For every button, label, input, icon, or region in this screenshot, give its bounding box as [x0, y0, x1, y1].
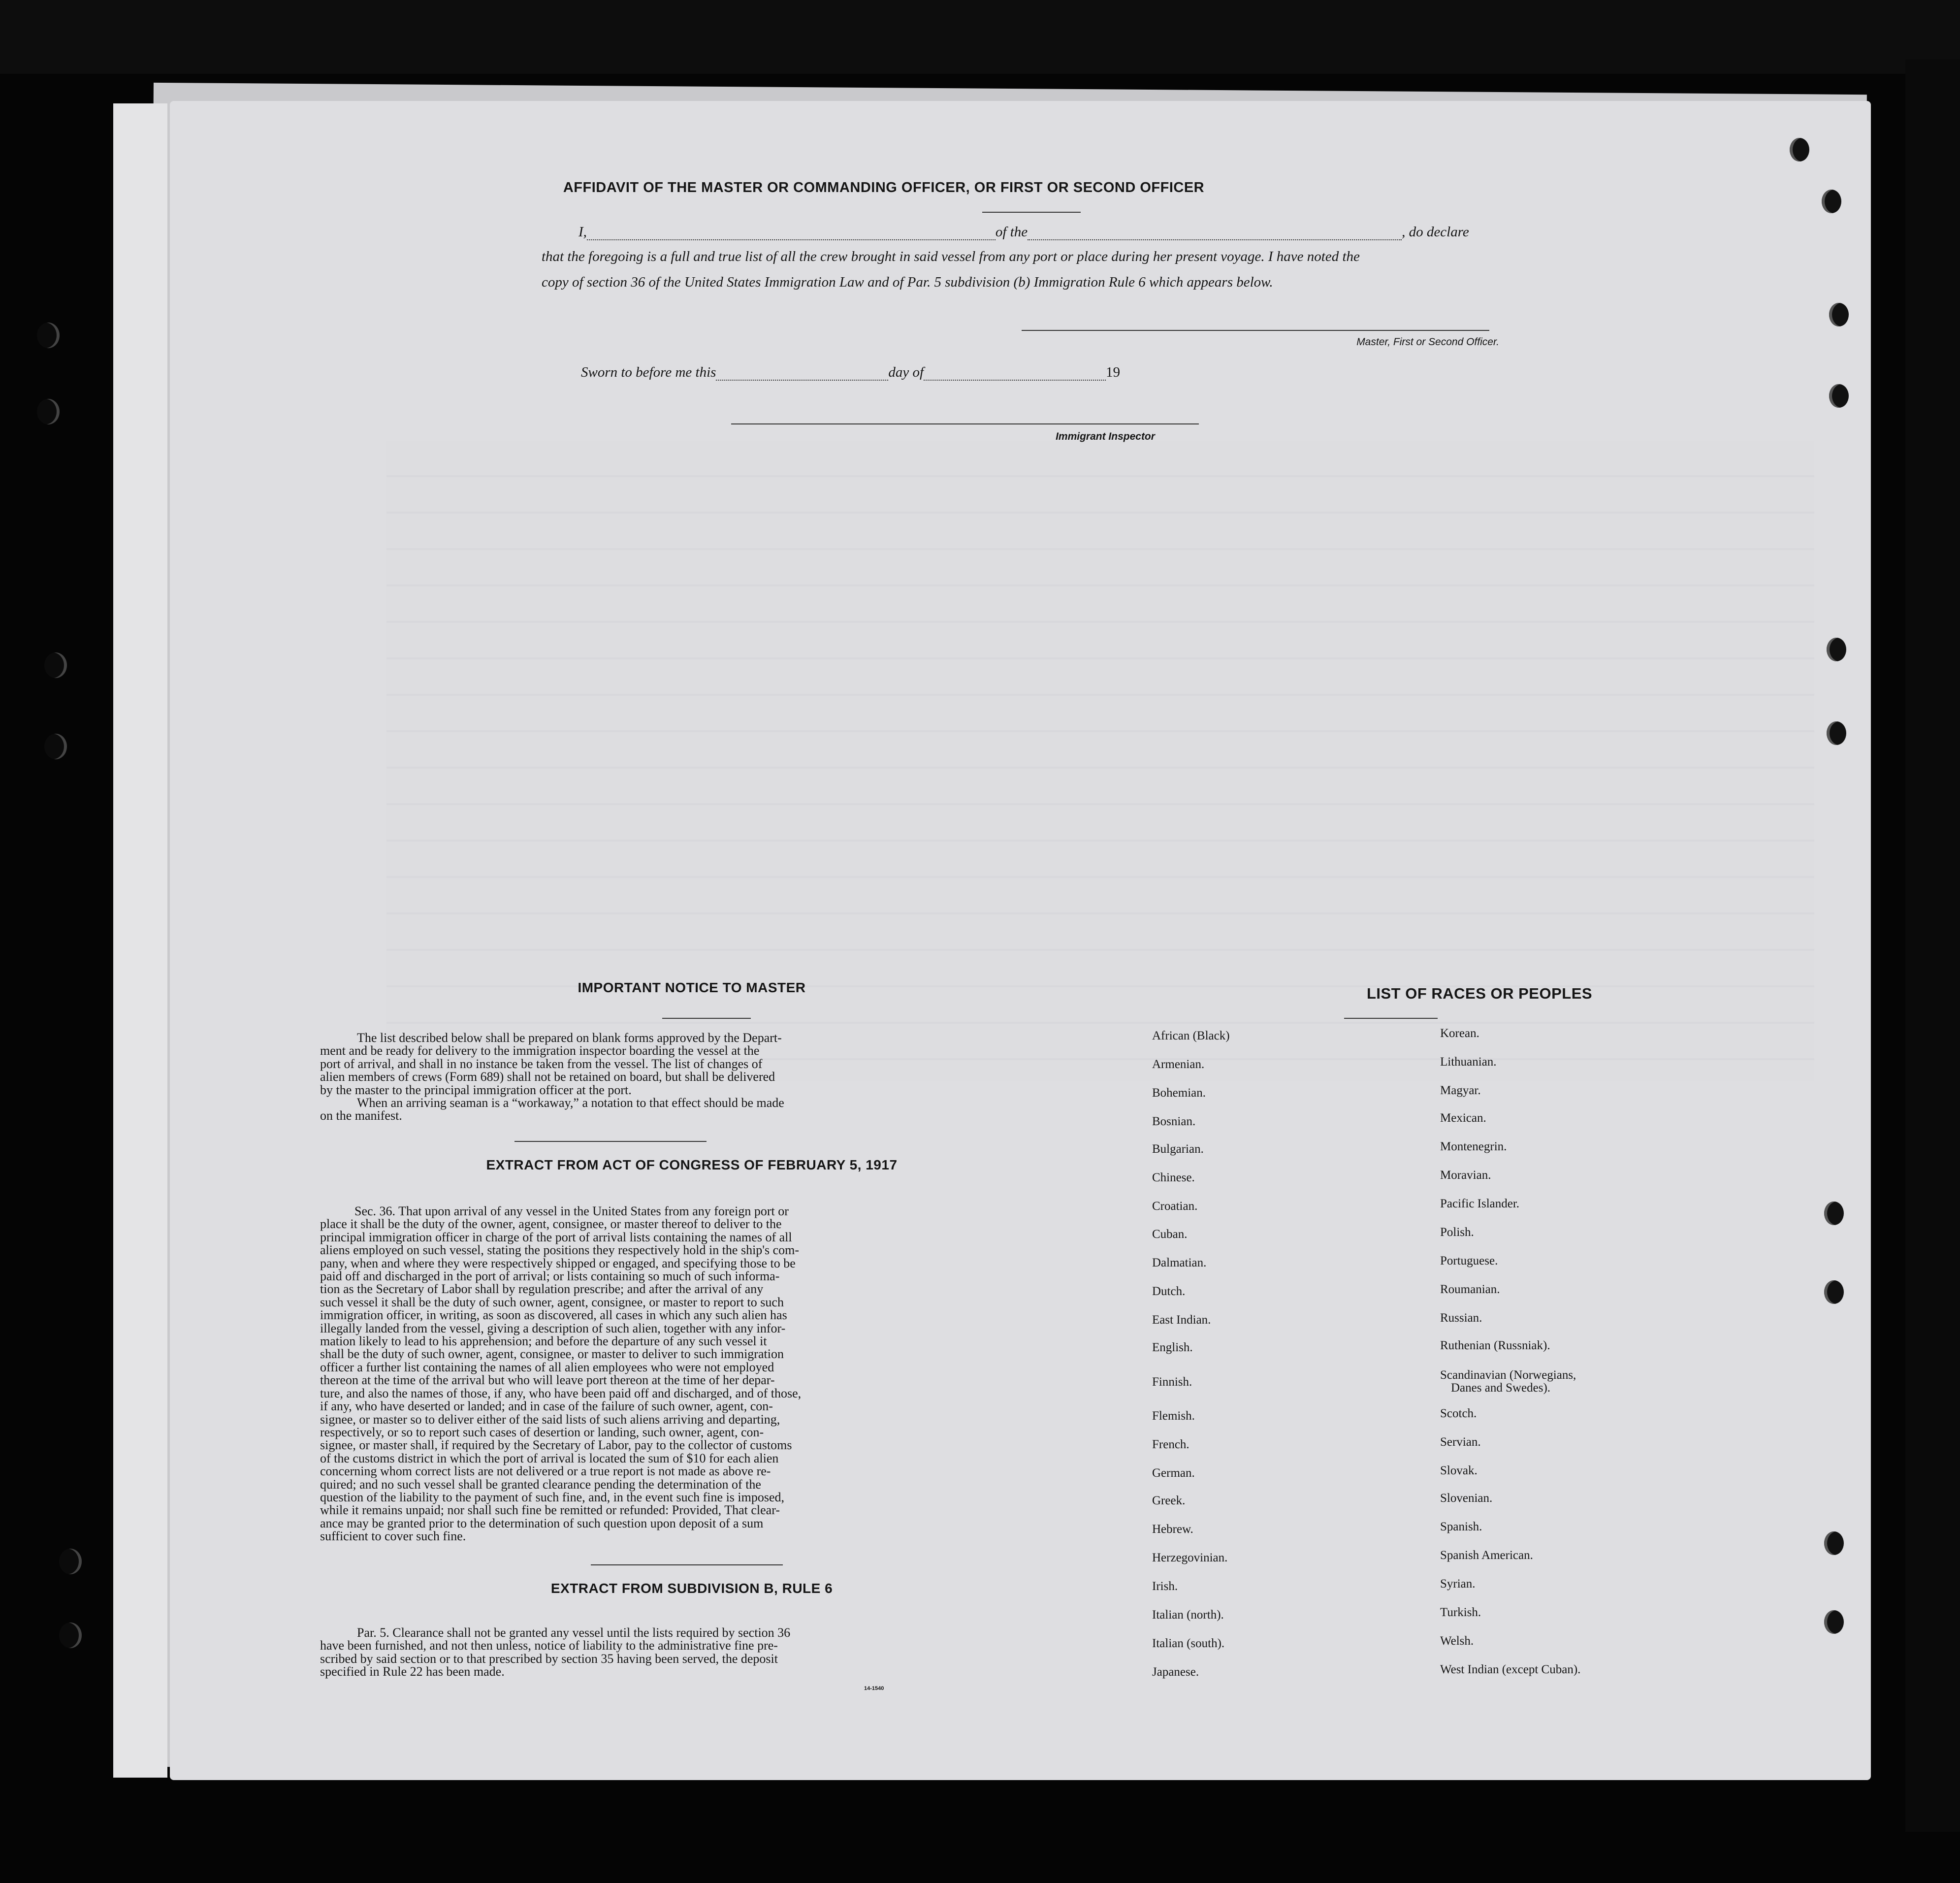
act-line: question of the liability to the payment of such fine, and, in the event such fine is imposed, [320, 1490, 785, 1504]
affidavit-title: AFFIDAVIT OF THE MASTER OR COMMANDING OFFICER, OR FIRST OR SECOND OFFICER [563, 180, 1205, 195]
act-line: thereon at the time of the arrival but who will leave port thereon at the time of her depar- [320, 1373, 775, 1388]
sworn-month-field[interactable] [924, 370, 1106, 381]
notice-line: on the manifest. [320, 1108, 402, 1123]
race-item: Mexican. [1440, 1111, 1486, 1125]
rule-line: specified in Rule 22 has been made. [320, 1664, 505, 1679]
notice-line: The list described below shall be prepared on blank forms approved by the Depart- [357, 1031, 782, 1045]
race-item: Irish. [1152, 1580, 1178, 1593]
race-item: Ruthenian (Russniak). [1440, 1339, 1550, 1352]
binding-strip [113, 103, 167, 1778]
of-the-label: of the [995, 224, 1028, 240]
affidavit-title-rule [982, 212, 1081, 213]
sworn-line [581, 364, 1319, 381]
notice-line: When an arriving seaman is a “workaway,” a notation to that effect should be made [357, 1096, 784, 1110]
act-line: signee, or master shall, if required by the Secretary of Labor, pay to the collector of customs [320, 1438, 792, 1453]
binder-hole-left-1 [37, 323, 60, 348]
binder-hole-left-4 [44, 734, 67, 759]
act-line: illegally landed from the vessel, giving a description of such alien, together with any infor- [320, 1321, 786, 1335]
rule-line: scribed by said section or to that prescribed by section 35 having been served, the deposit [320, 1651, 778, 1666]
inspector-label: Immigrant Inspector [1056, 431, 1155, 442]
race-item: Korean. [1440, 1027, 1479, 1040]
binder-hole-right-5 [1827, 638, 1846, 661]
race-item: Roumanian. [1440, 1283, 1500, 1296]
act-line: of the customs district in which the port of arrival is located the sum of $10 for each alien [320, 1451, 779, 1465]
race-item: African (Black) [1152, 1029, 1230, 1042]
binder-hole-left-5 [59, 1549, 82, 1574]
notice-title: IMPORTANT NOTICE TO MASTER [578, 980, 806, 995]
binder-hole-left-6 [59, 1623, 82, 1648]
act-line: officer a further list containing the names of all alien employees who were not employed [320, 1360, 774, 1374]
race-item: Scotch. [1440, 1407, 1477, 1420]
sworn-label: Sworn to before me this [581, 364, 716, 380]
officer-name-field[interactable] [587, 229, 996, 240]
race-item: Japanese. [1152, 1665, 1199, 1679]
vessel-name-field[interactable] [1028, 229, 1402, 240]
notice-line: ment and be ready for delivery to the immigration inspector boarding the vessel at the [320, 1043, 760, 1058]
race-item: Spanish American. [1440, 1549, 1533, 1562]
binder-hole-right-4 [1829, 384, 1849, 408]
race-item: Herzegovinian. [1152, 1551, 1228, 1564]
do-declare-label: , do declare [1402, 224, 1469, 240]
act-line: if any, who have deserted or landed; and in case of the failure of such owner, agent, con- [320, 1399, 773, 1414]
form-number: 14-1540 [864, 1686, 884, 1691]
race-item: Welsh. [1440, 1634, 1474, 1648]
film-edge-right [1905, 59, 1960, 1832]
race-item: Magyar. [1440, 1084, 1481, 1097]
race-item: Danes and Swedes). [1451, 1381, 1551, 1395]
act-text [320, 1205, 1054, 1543]
act-line: ance may be granted prior to the determination of such question upon deposit of a sum [320, 1516, 764, 1530]
act-line: ture, and also the names of those, if any, who have been paid off and discharged, and of those, [320, 1386, 802, 1400]
act-line: immigration officer, in writing, as soon as discovered, all cases in which any such alien has [320, 1308, 787, 1323]
race-item: Cuban. [1152, 1228, 1188, 1241]
day-of-label: day of [888, 364, 924, 380]
rule-title: EXTRACT FROM SUBDIVISION B, RULE 6 [550, 1581, 833, 1596]
notice-section-rule [514, 1141, 707, 1142]
act-line: while it remains unpaid; nor shall such fine be remitted or refunded: Provided, That clear- [320, 1503, 780, 1518]
race-item: English. [1152, 1341, 1193, 1354]
act-line: sufficient to cover such fine. [320, 1529, 466, 1544]
affidavit-declaration-fill-line [578, 224, 1662, 240]
races-left-column [1152, 1029, 1428, 1699]
race-item: Finnish. [1152, 1375, 1192, 1389]
races-title-rule [1344, 1018, 1438, 1019]
binder-hole-right-9 [1824, 1531, 1844, 1555]
race-item: Hebrew. [1152, 1523, 1193, 1536]
master-signature-label: Master, First or Second Officer. [1356, 336, 1499, 348]
binder-hole-right-6 [1827, 721, 1846, 745]
race-item: Bulgarian. [1152, 1142, 1204, 1156]
act-title: EXTRACT FROM ACT OF CONGRESS OF FEBRUARY 5, 1917 [486, 1157, 898, 1172]
race-item: Italian (north). [1152, 1608, 1224, 1622]
race-item: Syrian. [1440, 1577, 1476, 1591]
act-line: tion as the Secretary of Labor shall by regulation prescribe; and after the arrival of any [320, 1282, 764, 1297]
act-line: quired; and no such vessel shall be granted clearance pending the determination of the [320, 1477, 761, 1492]
film-edge-top [0, 0, 1960, 74]
race-item: Servian. [1440, 1435, 1481, 1449]
i-label: I, [578, 224, 587, 240]
act-line: respectively, or so to report such cases of desertion or landing, such owner, agent, con- [320, 1425, 764, 1439]
act-line: place it shall be the duty of the owner, agent, consignee, or master thereof to deliver to the [320, 1217, 782, 1232]
notice-line: by the master to the principal immigration officer at the port. [320, 1082, 632, 1097]
binder-hole-right-1 [1790, 138, 1809, 162]
race-item: Bohemian. [1152, 1086, 1206, 1100]
binder-hole-right-10 [1824, 1610, 1844, 1634]
act-line: signee, or master so to deliver either of the said lists of such aliens arriving and departing, [320, 1412, 780, 1427]
race-item: Turkish. [1440, 1606, 1481, 1619]
rule-line: Par. 5. Clearance shall not be granted any vessel until the lists required by section 36 [357, 1625, 791, 1640]
sworn-day-field[interactable] [716, 370, 888, 381]
race-item: German. [1152, 1466, 1195, 1480]
binder-hole-left-3 [44, 652, 67, 678]
race-item: Chinese. [1152, 1171, 1195, 1184]
inspector-signature-line[interactable] [731, 423, 1199, 424]
binder-hole-right-8 [1824, 1280, 1844, 1304]
race-item: Montenegrin. [1440, 1140, 1507, 1153]
race-item: Moravian. [1440, 1169, 1491, 1182]
master-signature-line[interactable] [1022, 330, 1489, 331]
race-item: West Indian (except Cuban). [1440, 1663, 1581, 1676]
races-right-column [1440, 1027, 1785, 1701]
year-prefix: 19 [1106, 364, 1121, 380]
race-item: Dalmatian. [1152, 1256, 1207, 1269]
binder-hole-right-7 [1824, 1201, 1844, 1225]
binder-hole-right-3 [1829, 303, 1849, 326]
rule-line: have been furnished, and not then unless, notice of liability to the administrative fine pre- [320, 1638, 778, 1653]
act-line: aliens employed on such vessel, stating the positions they respectively hold in the ship's com- [320, 1243, 800, 1258]
race-item: Russian. [1440, 1311, 1482, 1325]
race-item: French. [1152, 1438, 1189, 1451]
binder-hole-left-2 [37, 399, 60, 424]
act-section-rule [591, 1564, 783, 1565]
race-item: East Indian. [1152, 1313, 1211, 1327]
notice-title-rule [662, 1018, 751, 1019]
act-line: paid off and discharged in the port of arrival; or lists containing so much of such informa- [320, 1269, 780, 1284]
declaration-line-1: that the foregoing is a full and true list of all the crew brought in said vessel from any port or place during her present voyage. I have noted the [542, 249, 1360, 264]
race-item: Polish. [1440, 1226, 1474, 1239]
binder-hole-right-2 [1822, 190, 1841, 213]
notice-line: alien members of crews (Form 689) shall not be retained on board, but shall be delivered [320, 1070, 775, 1084]
race-item: Flemish. [1152, 1409, 1195, 1423]
act-line: mation likely to lead to his apprehension; and before the departure of any such vessel it [320, 1334, 767, 1349]
race-item: Portuguese. [1440, 1254, 1498, 1267]
declaration-line-2: copy of section 36 of the United States Immigration Law and of Par. 5 subdivision (b) Immigration Rule 6 which appears below. [542, 274, 1273, 290]
race-item: Lithuanian. [1440, 1055, 1497, 1069]
race-item: Croatian. [1152, 1200, 1198, 1213]
act-line: pany, when and where they were respectively shipped or engaged, and specifying those to be [320, 1256, 796, 1270]
act-line: principal immigration officer in charge of the port of arrival lists containing the names of all [320, 1230, 792, 1244]
notice-line: port of arrival, and shall in no instance be taken from the vessel. The list of changes of [320, 1056, 763, 1071]
notice-text [320, 1032, 1054, 1123]
act-line: such vessel it shall be the duty of such owner, agent, consignee, or master to report to such [320, 1295, 784, 1309]
races-title: LIST OF RACES OR PEOPLES [1366, 985, 1593, 1002]
race-item: Spanish. [1440, 1520, 1482, 1533]
race-item: Slovak. [1440, 1464, 1478, 1477]
race-item: Scandinavian (Norwegians, [1440, 1368, 1576, 1382]
race-item: Bosnian. [1152, 1115, 1196, 1128]
act-line: concerning whom correct lists are not delivered or a true report is not made as above re- [320, 1464, 771, 1479]
document-page [170, 101, 1871, 1780]
act-line: Sec. 36. That upon arrival of any vessel in the United States from any foreign port or [354, 1204, 789, 1218]
race-item: Armenian. [1152, 1058, 1205, 1071]
race-item: Dutch. [1152, 1285, 1186, 1298]
race-item: Slovenian. [1440, 1492, 1493, 1505]
rule-text [320, 1626, 1054, 1679]
race-item: Italian (south). [1152, 1637, 1225, 1650]
race-item: Pacific Islander. [1440, 1197, 1520, 1210]
act-line: shall be the duty of such owner, agent, consignee, or master to deliver to such immigration [320, 1347, 784, 1362]
race-item: Greek. [1152, 1494, 1186, 1507]
